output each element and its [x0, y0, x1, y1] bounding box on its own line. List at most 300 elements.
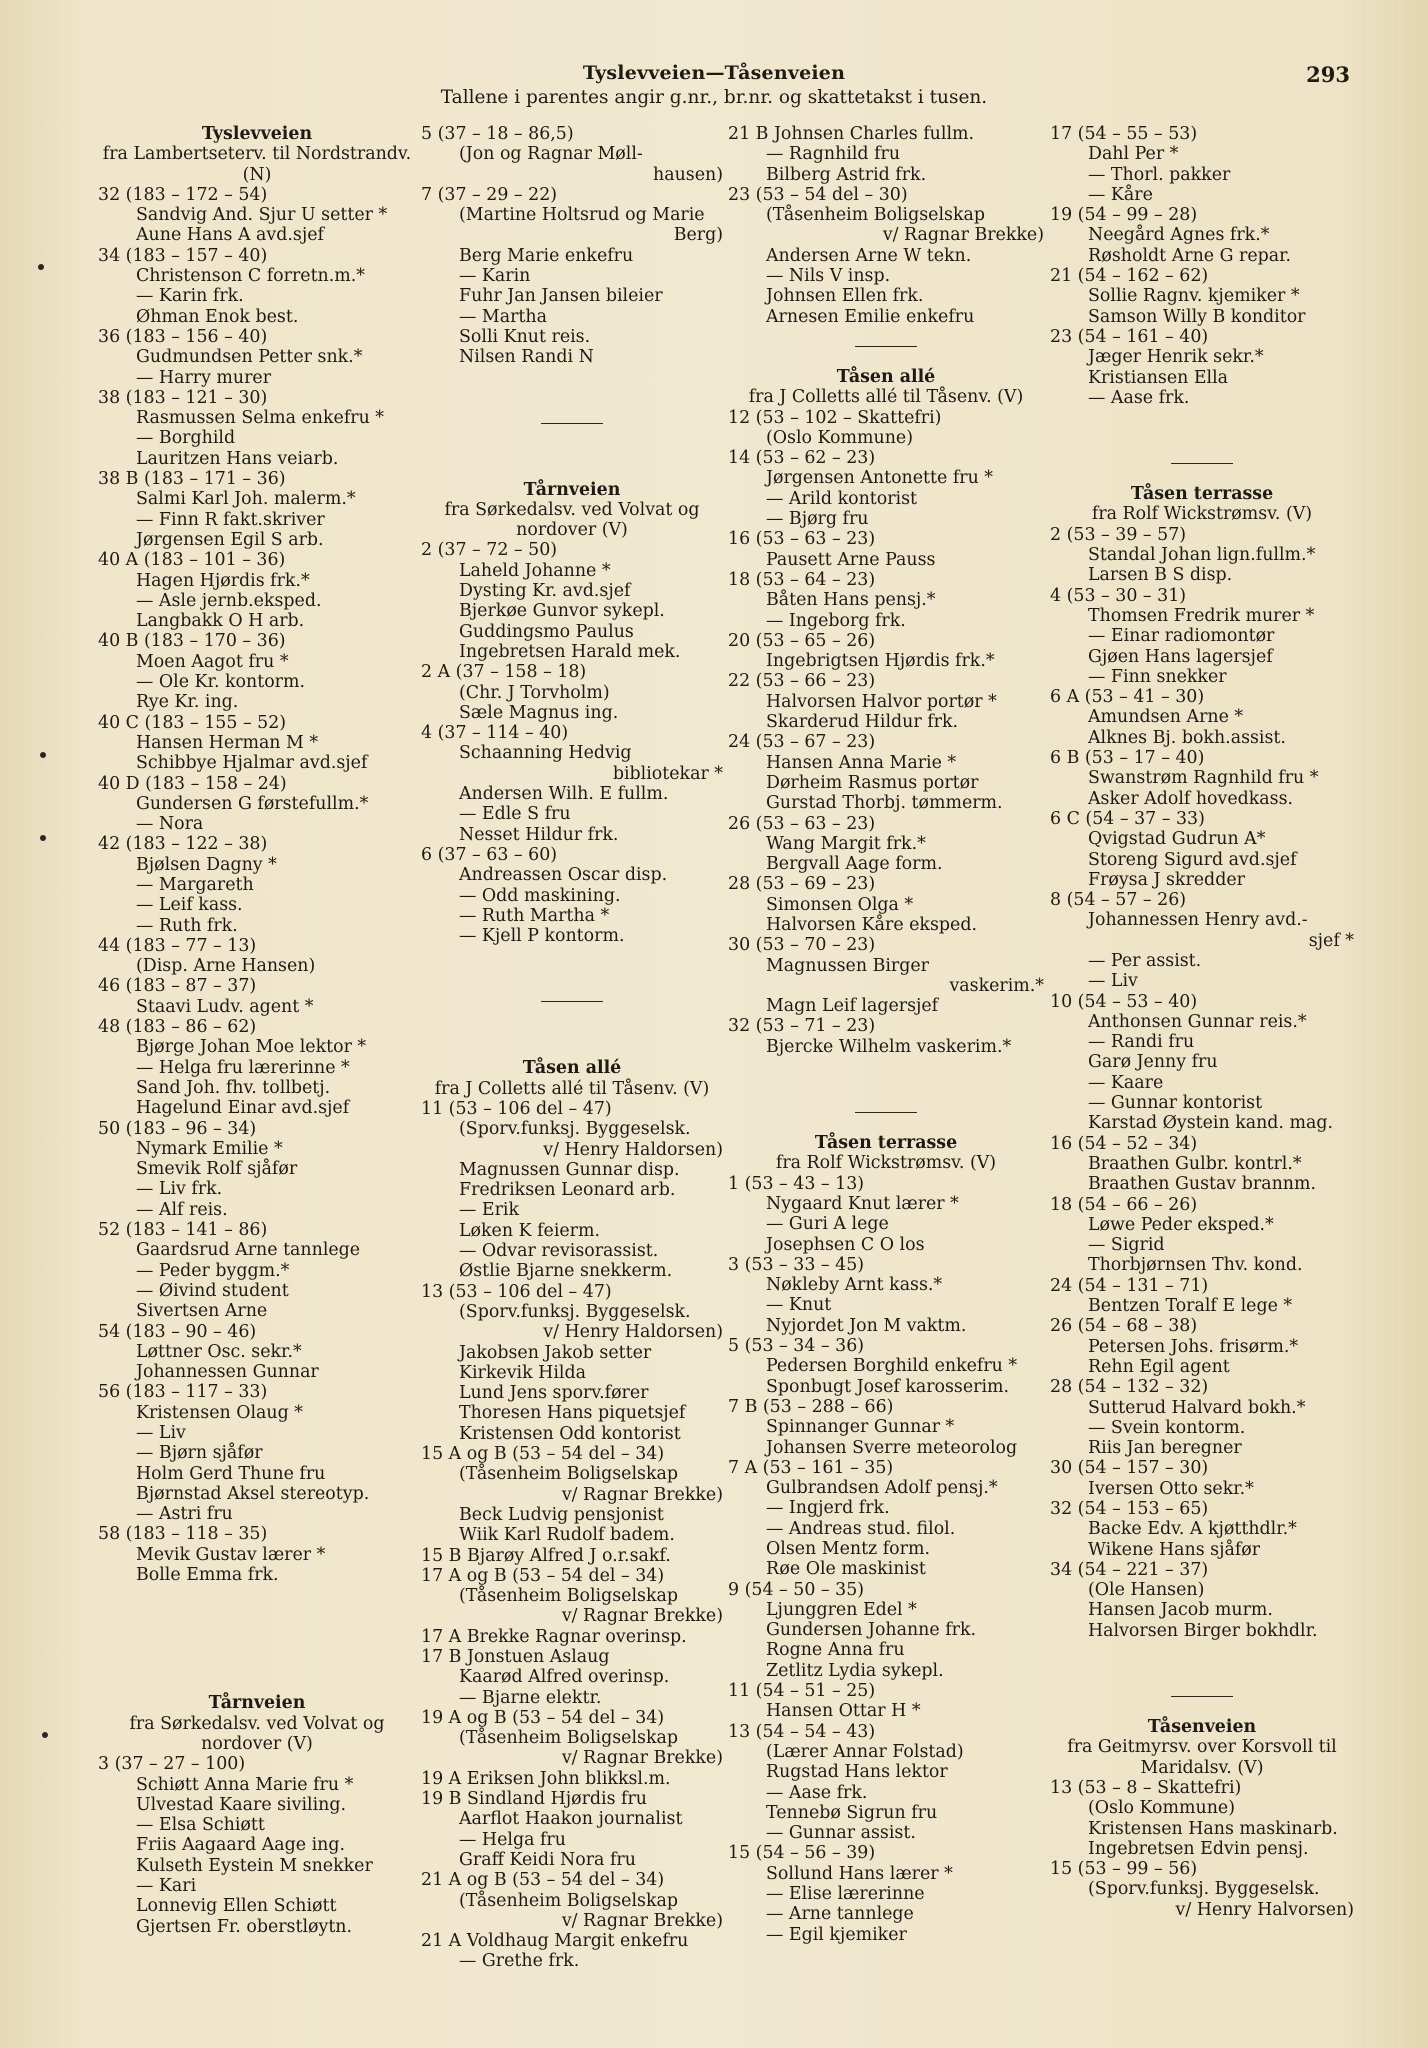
resident-entry: Fuhr Jan Jansen bileier: [459, 286, 663, 307]
house-entry: 44 (183 – 77 – 13): [98, 935, 257, 956]
resident-entry: — Aase frk.: [766, 1782, 868, 1803]
resident-entry: (Tåsenheim Boligselskap: [459, 1586, 678, 1607]
resident-entry: Johnsen Ellen frk.: [766, 286, 924, 307]
resident-entry: (Oslo Kommune): [1088, 1798, 1235, 1819]
resident-entry: — Borghild: [136, 428, 236, 449]
house-entry: 50 (183 – 96 – 34): [98, 1118, 257, 1139]
resident-entry: Johansen Sverre meteorolog: [766, 1437, 1018, 1458]
resident-entry: — Margareth: [136, 874, 254, 895]
resident-entry: Berg Marie enkefru: [459, 245, 634, 266]
resident-entry: — Karin: [459, 266, 531, 287]
spacer: [728, 1057, 1044, 1093]
resident-entry: Skarderud Hildur frk.: [766, 712, 959, 733]
street-route: fra Rolf Wickstrømsv. (V): [1091, 504, 1313, 525]
house-entry: 2 (53 – 39 – 57): [1050, 524, 1187, 545]
resident-entry: Laheld Johanne *: [459, 560, 611, 581]
resident-entry: (Sporv.funksj. Byggeselsk.: [459, 1301, 691, 1322]
resident-entry: — Grethe frk.: [459, 1951, 580, 1972]
house-entry: 6 C (54 – 37 – 33): [1050, 808, 1205, 829]
spacer: [1050, 408, 1354, 444]
house-entry: 22 (53 – 66 – 23): [728, 671, 876, 692]
resident-entry: (Chr. J Torvholm): [459, 682, 610, 703]
resident-entry: — Svein kontorm.: [1088, 1417, 1246, 1438]
resident-entry: Mevik Gustav lærer *: [136, 1544, 326, 1565]
house-entry: 24 (53 – 67 – 23): [728, 732, 876, 753]
entry-continuation: v/ Henry Haldorsen): [543, 1322, 723, 1343]
resident-entry: — Elise lærerinne: [766, 1884, 925, 1905]
house-entry: 56 (183 – 117 – 33): [98, 1382, 268, 1403]
resident-entry: — Kåre: [1088, 184, 1153, 205]
spacer: [98, 1657, 416, 1693]
spacer: [1050, 1641, 1354, 1677]
column-2: [421, 124, 723, 1972]
house-entry: 1 (53 – 43 – 13): [728, 1173, 865, 1194]
resident-entry: — Harry murer: [136, 367, 272, 388]
resident-entry: Nilsen Randi N: [459, 347, 594, 368]
street-heading: Tårnveien: [523, 479, 621, 500]
resident-entry: Moen Aagot fru *: [136, 651, 289, 672]
street-route: fra Rolf Wickstrømsv. (V): [775, 1153, 997, 1174]
margin-mark: [40, 835, 46, 841]
resident-entry: (Tåsenheim Boligselskap: [766, 205, 985, 226]
resident-entry: Neegård Agnes frk.*: [1088, 225, 1270, 246]
resident-entry: — Arild kontorist: [766, 488, 918, 509]
house-entry: 48 (183 – 86 – 62): [98, 1017, 257, 1038]
house-entry: 2 (37 – 72 – 50): [421, 540, 558, 561]
house-entry: 10 (54 – 53 – 40): [1050, 991, 1198, 1012]
street-route: fra Sørkedalsv. ved Volvat og nordover (V): [444, 499, 700, 541]
resident-entry: (Tåsenheim Boligselskap: [459, 1890, 678, 1911]
resident-entry: Rugstad Hans lektor: [766, 1762, 948, 1783]
resident-entry: Lonnevig Ellen Schiøtt: [136, 1896, 337, 1917]
resident-entry: Garø Jenny fru: [1088, 1052, 1218, 1073]
house-entry: 7 A (53 – 161 – 35): [728, 1457, 894, 1478]
resident-entry: Guddingsmo Paulus: [459, 621, 634, 642]
house-entry: 34 (183 – 157 – 40): [98, 245, 268, 266]
entry-continuation: v/ Henry Haldorsen): [543, 1139, 723, 1160]
resident-entry: (Jon og Ragnar Møll-: [459, 144, 643, 165]
house-entry: 13 (53 – 8 – Skattefri): [1050, 1777, 1242, 1798]
resident-entry: Løttner Osc. sekr.*: [136, 1341, 302, 1362]
page-title: Tyslevveien—Tåsenveien: [582, 62, 846, 84]
resident-entry: Andersen Arne W tekn.: [766, 245, 972, 266]
house-entry: 5 (53 – 34 – 36): [728, 1336, 865, 1357]
house-entry: 7 B (53 – 288 – 66): [728, 1396, 894, 1417]
resident-entry: Kristiansen Ella: [1088, 367, 1229, 388]
house-entry: 40 C (183 – 155 – 52): [98, 712, 287, 733]
resident-entry: — Ingjerd frk.: [766, 1498, 890, 1519]
resident-entry: Aune Hans A avd.sjef: [136, 225, 324, 246]
entry-continuation: bibliotekar *: [612, 763, 723, 784]
column-3: [728, 124, 1044, 1945]
resident-entry: Alknes Bj. bokh.assist.: [1088, 727, 1286, 748]
house-entry: 16 (54 – 52 – 34): [1050, 1133, 1198, 1154]
resident-entry: — Elsa Schiøtt: [136, 1815, 265, 1836]
resident-entry: Ulvestad Kaare siviling.: [136, 1794, 346, 1815]
resident-entry: — Finn snekker: [1088, 666, 1227, 687]
resident-entry: Nygaard Knut lærer *: [766, 1193, 959, 1214]
resident-entry: Hansen Anna Marie *: [766, 752, 957, 773]
resident-entry: Storeng Sigurd avd.sjef: [1088, 849, 1297, 870]
resident-entry: Rogne Anna fru: [766, 1640, 905, 1661]
resident-entry: Gjertsen Fr. oberstløytn.: [136, 1916, 353, 1937]
resident-entry: Rehn Egil agent: [1088, 1356, 1230, 1377]
resident-entry: Røsholdt Arne G repar.: [1088, 245, 1292, 266]
resident-entry: Sutterud Halvard bokh.*: [1088, 1397, 1306, 1418]
house-entry: 52 (183 – 141 – 86): [98, 1220, 268, 1241]
house-entry: 34 (54 – 221 – 37): [1050, 1559, 1209, 1580]
house-entry: 38 (183 – 121 – 30): [98, 387, 268, 408]
resident-entry: Friis Aagaard Aage ing.: [136, 1835, 346, 1856]
resident-entry: Schaanning Hedvig: [459, 743, 632, 764]
resident-entry: Nymark Emilie *: [136, 1138, 283, 1159]
house-entry: 23 (54 – 161 – 40): [1050, 326, 1209, 347]
resident-entry: Sandvig And. Sjur U setter *: [136, 205, 388, 226]
resident-entry: (Oslo Kommune): [766, 427, 913, 448]
resident-entry: — Kaare: [1088, 1072, 1164, 1093]
resident-entry: — Leif kass.: [136, 895, 243, 916]
resident-entry: Sollund Hans lærer *: [766, 1863, 953, 1884]
resident-entry: — Helga fru lærerinne *: [136, 1057, 350, 1078]
column-1: [98, 124, 416, 1937]
resident-entry: — Aase frk.: [1088, 387, 1190, 408]
street-heading: Tåsen allé: [836, 366, 936, 387]
resident-entry: Nyjordet Jon M vaktm.: [766, 1315, 967, 1336]
house-entry: 38 B (183 – 171 – 36): [98, 469, 286, 490]
house-entry: 18 (53 – 64 – 23): [728, 569, 876, 590]
page-number: 293: [1306, 62, 1350, 87]
resident-entry: Rasmussen Selma enkefru *: [136, 408, 384, 429]
house-entry: 11 (54 – 51 – 25): [728, 1681, 876, 1702]
resident-entry: Graff Keidi Nora fru: [459, 1849, 636, 1870]
resident-entry: Salmi Karl Joh. malerm.*: [136, 489, 356, 510]
house-entry: 7 (37 – 29 – 22): [421, 184, 558, 205]
resident-entry: Magnussen Birger: [766, 955, 929, 976]
resident-entry: Rye Kr. ing.: [136, 692, 239, 713]
house-entry: 15 B Bjarøy Alfred J o.r.sakf.: [421, 1545, 671, 1566]
resident-entry: Halvorsen Kåre eksped.: [766, 914, 977, 935]
resident-entry: Gulbrandsen Adolf pensj.*: [766, 1478, 998, 1499]
resident-entry: Jørgensen Egil S arb.: [136, 529, 324, 550]
resident-entry: — Liv: [1088, 971, 1138, 992]
resident-entry: — Knut: [766, 1295, 832, 1316]
page-subtitle: Tallene i parentes angir g.nr., br.nr. og skattetakst i tusen.: [440, 87, 988, 108]
resident-entry: Wikene Hans sjåfør: [1088, 1539, 1261, 1560]
resident-entry: (Disp. Arne Hansen): [136, 956, 316, 977]
street-heading: Tåsenveien: [1147, 1717, 1257, 1738]
resident-entry: Nesset Hildur frk.: [459, 824, 619, 845]
house-entry: 18 (54 – 66 – 26): [1050, 1194, 1198, 1215]
house-entry: 21 A Voldhaug Margit enkefru: [421, 1931, 689, 1952]
resident-entry: — Liv frk.: [136, 1179, 223, 1200]
resident-entry: Fredriksen Leonard arb.: [459, 1180, 676, 1201]
house-entry: 19 B Sindland Hjørdis fru: [421, 1789, 648, 1810]
resident-entry: Schiøtt Anna Marie fru *: [136, 1774, 354, 1795]
resident-entry: Solli Knut reis.: [459, 326, 591, 347]
resident-entry: — Asle jernb.eksped.: [136, 590, 322, 611]
spacer: [421, 368, 723, 404]
spacer: [98, 1585, 416, 1621]
resident-entry: — Ruth frk.: [136, 915, 238, 936]
resident-entry: — Nora: [136, 814, 204, 835]
house-entry: 24 (54 – 131 – 71): [1050, 1275, 1209, 1296]
resident-entry: — Erik: [459, 1200, 520, 1221]
resident-entry: Holm Gerd Thune fru: [136, 1463, 326, 1484]
resident-entry: Kristensen Odd kontorist: [459, 1423, 681, 1444]
house-entry: 26 (53 – 63 – 23): [728, 813, 876, 834]
resident-entry: — Ingeborg frk.: [766, 610, 906, 631]
resident-entry: Løwe Peder eksped.*: [1088, 1214, 1274, 1235]
street-heading: Tåsen terrasse: [1130, 484, 1274, 505]
resident-entry: Staavi Ludv. agent *: [136, 996, 314, 1017]
resident-entry: — Bjørg fru: [766, 509, 869, 530]
house-entry: 15 A og B (53 – 54 del – 34): [421, 1444, 665, 1465]
resident-entry: — Alf reis.: [136, 1199, 228, 1220]
resident-entry: Amundsen Arne *: [1088, 707, 1244, 728]
spacer: [421, 444, 723, 480]
resident-entry: — Randi fru: [1088, 1032, 1195, 1053]
resident-entry: — Astri fru: [136, 1504, 233, 1525]
resident-entry: Riis Jan beregner: [1088, 1438, 1242, 1459]
street-route: fra J Colletts allé til Tåsenv. (V): [434, 1078, 710, 1099]
street-route: fra Sørkedalsv. ved Volvat og nordover (V): [129, 1713, 385, 1754]
margin-mark: [42, 1732, 48, 1738]
house-entry: 21 A og B (53 – 54 del – 34): [421, 1870, 665, 1891]
house-entry: 54 (183 – 90 – 46): [98, 1321, 257, 1342]
resident-entry: (Tåsenheim Boligselskap: [459, 1464, 678, 1485]
resident-entry: Hagelund Einar avd.sjef: [136, 1098, 350, 1119]
resident-entry: Bjerkøe Gunvor sykepl.: [459, 601, 665, 622]
resident-entry: Spinnanger Gunnar *: [766, 1417, 955, 1438]
resident-entry: Samson Willy B konditor: [1088, 306, 1306, 327]
resident-entry: — Andreas stud. filol.: [766, 1518, 956, 1539]
resident-entry: Sponbugt Josef karosserim.: [766, 1376, 1010, 1397]
section-divider: [1050, 444, 1354, 484]
resident-entry: Pedersen Borghild enkefru *: [766, 1356, 1018, 1377]
resident-entry: Jakobsen Jakob setter: [459, 1342, 652, 1363]
resident-entry: — Øivind student: [136, 1280, 289, 1301]
section-divider: [421, 982, 723, 1022]
house-entry: 28 (54 – 132 – 32): [1050, 1377, 1209, 1398]
resident-entry: — Bjarne elektr.: [459, 1687, 602, 1708]
resident-entry: Braathen Gustav brannm.: [1088, 1174, 1316, 1195]
house-entry: 17 A og B (53 – 54 del – 34): [421, 1565, 665, 1586]
resident-entry: Wiik Karl Rudolf badem.: [459, 1525, 675, 1546]
resident-entry: Bjørge Johan Moe lektor *: [136, 1037, 367, 1058]
house-entry: 20 (53 – 65 – 26): [728, 630, 876, 651]
resident-entry: Sivertsen Arne: [136, 1301, 268, 1322]
house-entry: 17 B Jonstuen Aslaug: [421, 1647, 610, 1667]
resident-entry: — Ragnhild fru: [766, 144, 901, 165]
resident-entry: — Einar radiomontør: [1088, 626, 1275, 647]
house-entry: 28 (53 – 69 – 23): [728, 874, 876, 895]
resident-entry: Langbakk O H arb.: [136, 611, 305, 632]
house-entry: 9 (54 – 50 – 35): [728, 1579, 865, 1600]
resident-entry: Halvorsen Birger bokhdlr.: [1088, 1620, 1318, 1641]
resident-entry: Båten Hans pensj.*: [766, 590, 936, 611]
resident-entry: — Thorl. pakker: [1088, 164, 1231, 185]
house-entry: 42 (183 – 122 – 38): [98, 834, 268, 855]
resident-entry: Bilberg Astrid frk.: [766, 164, 927, 185]
house-entry: 32 (54 – 153 – 65): [1050, 1499, 1209, 1519]
house-entry: 12 (53 – 102 – Skattefri): [728, 407, 942, 428]
resident-entry: — Egil kjemiker: [766, 1924, 907, 1945]
resident-entry: Ljunggren Edel *: [766, 1599, 917, 1620]
resident-entry: Gundersen Johanne frk.: [766, 1620, 977, 1641]
resident-entry: — Gunnar kontorist: [1088, 1093, 1263, 1114]
resident-entry: Bentzen Toralf E lege *: [1088, 1296, 1293, 1317]
resident-entry: Jørgensen Antonette fru *: [766, 468, 994, 489]
resident-entry: — Gunnar assist.: [766, 1823, 916, 1844]
resident-entry: Ingebretsen Harald mek.: [459, 641, 681, 662]
resident-entry: Larsen B S disp.: [1088, 565, 1233, 586]
resident-entry: Halvorsen Halvor portør *: [766, 691, 997, 712]
resident-entry: Dahl Per *: [1088, 144, 1179, 165]
resident-entry: Johannessen Henry avd.-: [1088, 910, 1308, 931]
resident-entry: Sand Joh. fhv. tollbetj.: [136, 1077, 331, 1098]
house-entry: 21 B Johnsen Charles fullm.: [728, 124, 975, 144]
house-entry: 6 B (53 – 17 – 40): [1050, 748, 1205, 769]
resident-entry: — Sigrid: [1088, 1235, 1165, 1256]
resident-entry: — Kari: [136, 1876, 197, 1897]
resident-entry: Bolle Emma frk.: [136, 1565, 279, 1586]
resident-entry: Thoresen Hans piquetsjef: [459, 1403, 686, 1424]
entry-continuation: sjef *: [1308, 930, 1354, 951]
entry-continuation: v/ Ragnar Brekke): [882, 225, 1044, 246]
house-entry: 26 (54 – 68 – 38): [1050, 1316, 1198, 1337]
resident-entry: Sollie Ragnv. kjemiker *: [1088, 286, 1300, 307]
resident-entry: Tennebø Sigrun fru: [766, 1802, 938, 1823]
resident-entry: Bergvall Aage form.: [766, 854, 943, 875]
resident-entry: Gaardsrud Arne tannlege: [136, 1240, 361, 1261]
resident-entry: (Tåsenheim Boligselskap: [459, 1728, 678, 1749]
house-entry: 30 (53 – 70 – 23): [728, 935, 876, 956]
resident-entry: Zetlitz Lydia sykepl.: [766, 1660, 944, 1681]
resident-entry: Magnussen Gunnar disp.: [459, 1159, 680, 1180]
house-entry: 4 (37 – 114 – 40): [421, 723, 569, 744]
resident-entry: Christenson C forretn.m.*: [136, 266, 365, 287]
resident-entry: — Martha: [459, 306, 547, 327]
house-entry: 23 (53 – 54 del – 30): [728, 184, 908, 205]
resident-entry: Kirkevik Hilda: [459, 1362, 586, 1383]
resident-entry: — Peder byggm.*: [136, 1260, 290, 1281]
resident-entry: Gjøen Hans lagersjef: [1088, 646, 1273, 667]
resident-entry: Swanstrøm Ragnhild fru *: [1088, 768, 1319, 789]
resident-entry: Standal Johan lign.fullm.*: [1088, 545, 1316, 566]
street-heading: Tåsen terrasse: [814, 1133, 958, 1154]
resident-entry: Dørheim Rasmus portør: [766, 772, 979, 793]
resident-entry: Kulseth Eystein M snekker: [136, 1855, 373, 1876]
house-entry: 19 (54 – 99 – 28): [1050, 205, 1198, 226]
street-route: fra Geitmyrsv. over Korsvoll til Maridalsv. (V): [1067, 1737, 1337, 1778]
entry-continuation: v/ Ragnar Brekke): [561, 1910, 723, 1931]
resident-entry: Jæger Henrik sekr.*: [1088, 347, 1264, 368]
house-entry: 15 (53 – 99 – 56): [1050, 1859, 1198, 1880]
resident-entry: Ingebretsen Edvin pensj.: [1088, 1838, 1309, 1859]
house-entry: 13 (53 – 106 del – 47): [421, 1281, 612, 1302]
resident-entry: Ingebrigtsen Hjørdis frk.*: [766, 651, 995, 672]
resident-entry: Lauritzen Hans veiarb.: [136, 448, 339, 469]
section-divider: [421, 404, 723, 444]
house-entry: 4 (53 – 30 – 31): [1050, 585, 1187, 606]
resident-entry: Hansen Jacob murm.: [1088, 1600, 1273, 1621]
entry-continuation: vaskerim.*: [949, 975, 1044, 996]
resident-entry: Olsen Mentz form.: [766, 1539, 930, 1559]
house-entry: 16 (53 – 63 – 23): [728, 529, 876, 550]
resident-entry: Nøkleby Arnt kass.*: [766, 1275, 943, 1296]
resident-entry: Andersen Wilh. E fullm.: [459, 784, 669, 805]
entry-continuation: v/ Ragnar Brekke): [561, 1484, 723, 1505]
street-heading: Tyslevveien: [201, 124, 313, 144]
house-entry: 21 (54 – 162 – 62): [1050, 266, 1209, 287]
resident-entry: Johannessen Gunnar: [136, 1362, 319, 1383]
resident-entry: (Sporv.funksj. Byggeselsk.: [459, 1119, 691, 1140]
house-entry: 40 B (183 – 170 – 36): [98, 631, 286, 652]
resident-entry: Schibbye Hjalmar avd.sjef: [136, 753, 368, 774]
house-entry: 40 D (183 – 158 – 24): [98, 773, 287, 794]
resident-entry: Kristensen Olaug *: [136, 1402, 303, 1423]
resident-entry: Kristensen Hans maskinarb.: [1088, 1818, 1338, 1839]
section-divider: [728, 1093, 1044, 1133]
resident-entry: — Odd maskining.: [459, 885, 621, 906]
resident-entry: — Guri A lege: [766, 1214, 889, 1235]
house-entry: 3 (37 – 27 – 100): [98, 1754, 246, 1775]
column-4: [1050, 124, 1354, 1920]
house-entry: 40 A (183 – 101 – 36): [98, 550, 286, 571]
resident-entry: Backe Edv. A kjøtthdlr.*: [1088, 1519, 1297, 1540]
house-entry: 58 (183 – 118 – 35): [98, 1524, 268, 1545]
resident-entry: Karstad Øystein kand. mag.: [1088, 1113, 1334, 1134]
resident-entry: Bjørnstad Aksel stereotyp.: [136, 1483, 370, 1504]
resident-entry: Thomsen Fredrik murer *: [1088, 605, 1315, 626]
resident-entry: Wang Margit frk.*: [766, 833, 926, 854]
resident-entry: (Sporv.funksj. Byggeselsk.: [1088, 1879, 1320, 1900]
resident-entry: Iversen Otto sekr.*: [1088, 1478, 1254, 1499]
spacer: [421, 1022, 723, 1058]
resident-entry: Løken K feierm.: [459, 1220, 601, 1241]
resident-entry: Arnesen Emilie enkefru: [766, 306, 975, 327]
page-header: [0, 62, 1428, 112]
resident-entry: Qvigstad Gudrun A*: [1088, 829, 1266, 850]
resident-entry: Øhman Enok best.: [136, 306, 299, 327]
resident-entry: Magn Leif lagersjef: [766, 996, 939, 1017]
resident-entry: — Odvar revisorassist.: [459, 1241, 659, 1262]
resident-entry: Anthonsen Gunnar reis.*: [1088, 1011, 1307, 1032]
resident-entry: — Karin frk.: [136, 286, 244, 307]
resident-entry: — Finn R fakt.skriver: [136, 509, 325, 530]
house-entry: 3 (53 – 33 – 45): [728, 1254, 865, 1275]
resident-entry: Hansen Ottar H *: [766, 1701, 921, 1722]
resident-entry: Gundersen G førstefullm.*: [136, 793, 369, 814]
street-route: fra Lambertseterv. til Nordstrandv. (N): [102, 144, 412, 185]
house-entry: 13 (54 – 54 – 43): [728, 1721, 876, 1742]
house-entry: 5 (37 – 18 – 86,5): [421, 124, 574, 144]
spacer: [98, 1621, 416, 1657]
resident-entry: Østlie Bjarne snekkerm.: [459, 1261, 673, 1282]
resident-entry: Andreassen Oscar disp.: [459, 865, 668, 886]
house-entry: 19 A Eriksen John blikksl.m.: [421, 1768, 671, 1789]
resident-entry: Lund Jens sporv.fører: [459, 1383, 649, 1404]
resident-entry: — Bjørn sjåfør: [136, 1443, 263, 1464]
resident-entry: Beck Ludvig pensjonist: [459, 1504, 664, 1525]
resident-entry: Dysting Kr. avd.sjef: [459, 581, 631, 602]
house-entry: 6 (37 – 63 – 60): [421, 844, 558, 865]
resident-entry: — Liv: [136, 1423, 186, 1443]
resident-entry: Simonsen Olga *: [766, 894, 914, 915]
street-heading: Tåsen allé: [522, 1058, 622, 1079]
resident-entry: — Per assist.: [1088, 950, 1202, 971]
resident-entry: Braathen Gulbr. kontrl.*: [1088, 1153, 1302, 1174]
